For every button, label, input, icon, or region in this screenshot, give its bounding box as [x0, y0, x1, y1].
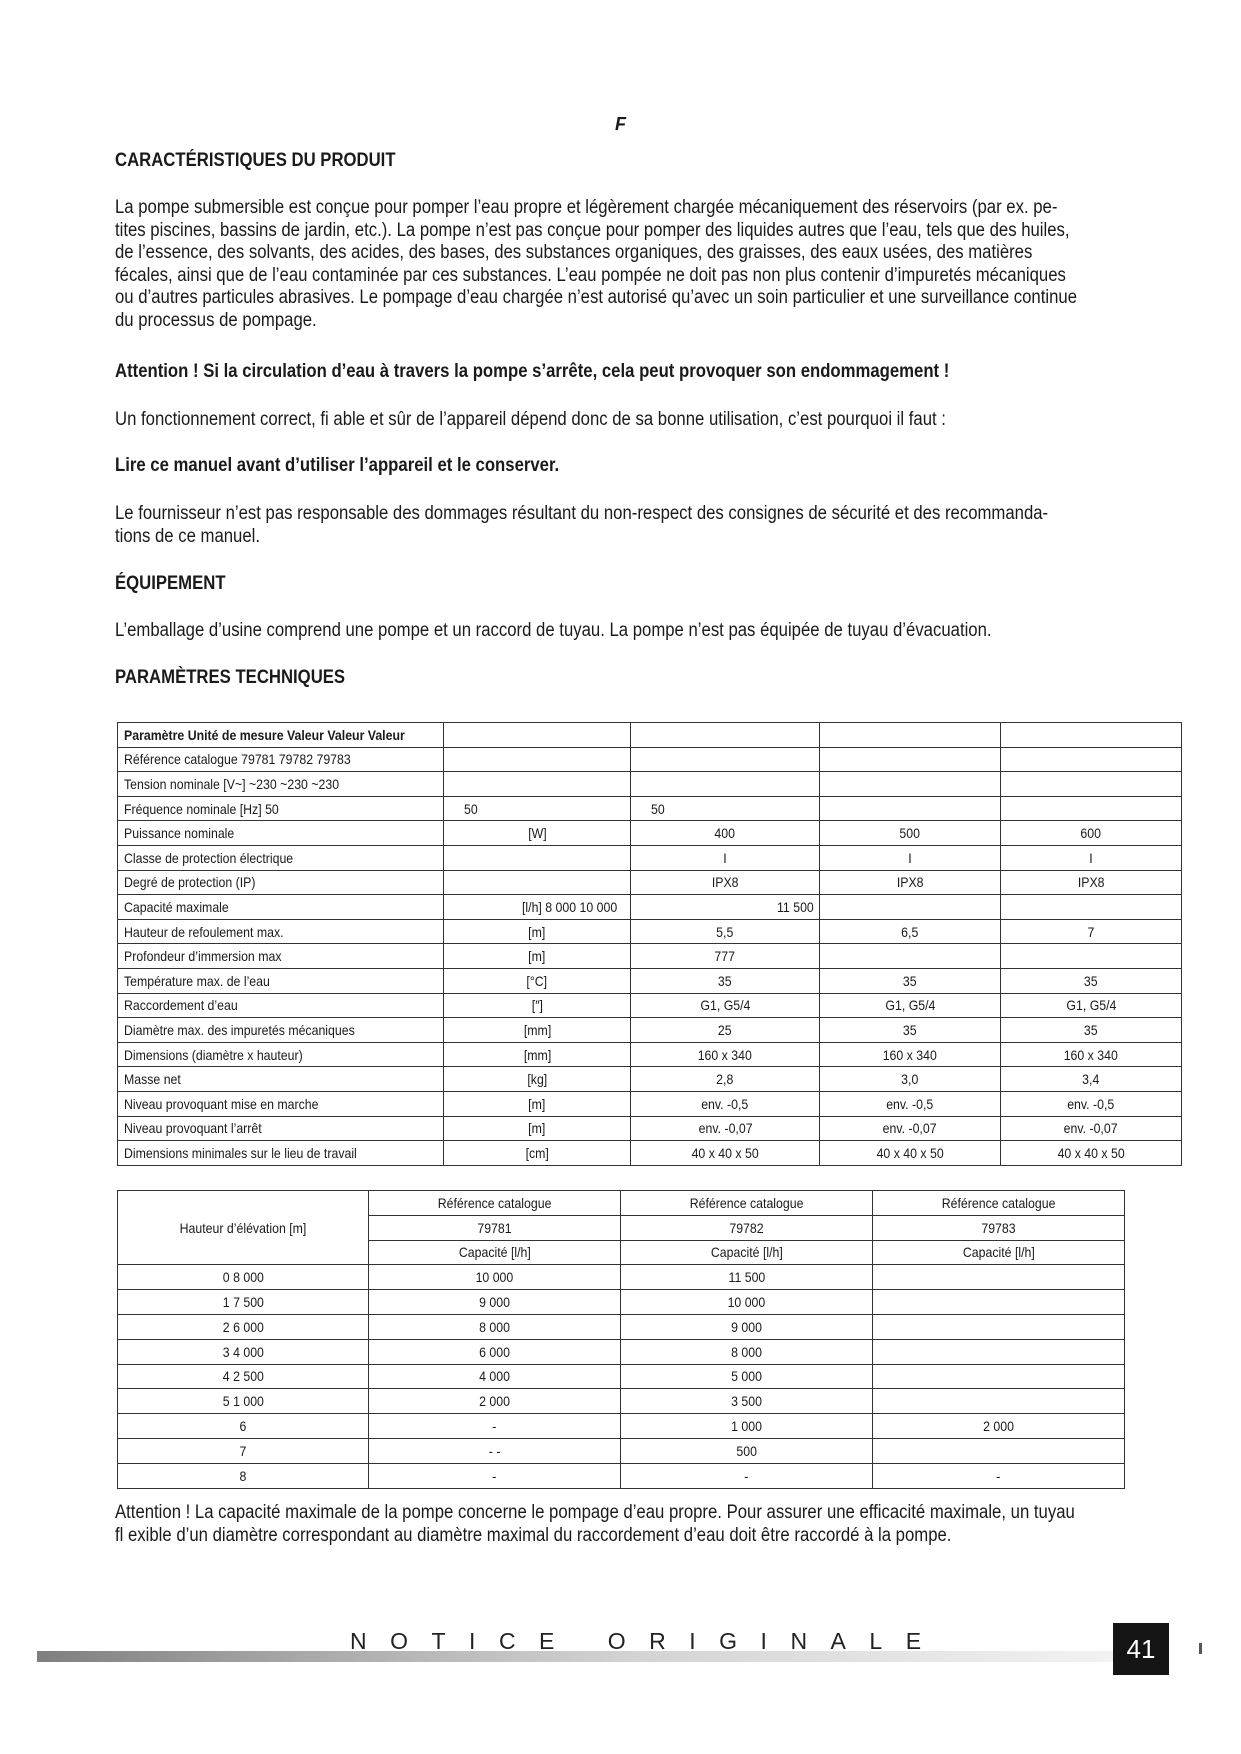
table-cell: Capacité [l/h]	[369, 1240, 621, 1265]
table-row	[118, 1042, 1182, 1067]
paragraph-line: Attention ! La capacité maximale de la pompe concerne le pompage d’eau propre. Pour assurer une efficacité maximale, un tuyau	[115, 1502, 1075, 1523]
table-row	[118, 1265, 1125, 1290]
table-row	[118, 919, 1182, 944]
table-cell: 2 000	[369, 1389, 621, 1414]
table-cell: Diamètre max. des impuretés mécaniques	[118, 1018, 444, 1043]
table-cell: IPX8	[631, 870, 820, 895]
table-cell: 3 4 000	[118, 1339, 369, 1364]
table-cell: G1, G5/4	[1001, 993, 1182, 1018]
table-row	[118, 870, 1182, 895]
table-cell: 2,8	[631, 1067, 820, 1092]
table-cell: G1, G5/4	[820, 993, 1001, 1018]
table-cell: Référence catalogue 79781 79782 79783	[118, 747, 444, 772]
table-cell: [W]	[444, 821, 631, 846]
table-cell: [″]	[444, 993, 631, 1018]
table-row	[118, 747, 1182, 772]
table-cell	[444, 723, 631, 748]
table-cell: [m]	[444, 1116, 631, 1141]
table-cell: 11 500	[631, 895, 820, 920]
table-cell	[444, 870, 631, 895]
table-row	[118, 993, 1182, 1018]
paragraph-line: du processus de pompage.	[115, 309, 317, 331]
table-cell	[631, 723, 820, 748]
table-cell: Paramètre Unité de mesure Valeur Valeur Valeur	[118, 723, 444, 748]
table-cell: 9 000	[621, 1314, 873, 1339]
table-cell: 40 x 40 x 50	[820, 1141, 1001, 1166]
paragraph-line: tites piscines, bassins de jardin, etc.). La pompe n’est pas conçue pour pomper des liquides autres que l’eau, tels que des huiles,	[115, 219, 1070, 241]
table-cell: 8 000	[621, 1339, 873, 1364]
table-cell: 35	[820, 968, 1001, 993]
table-cell: Capacité [l/h]	[873, 1240, 1125, 1265]
table-cell: 6,5	[820, 919, 1001, 944]
table-cell: -	[369, 1463, 621, 1488]
table-row	[118, 821, 1182, 846]
caracteristiques-paragraph	[115, 197, 1127, 332]
table-cell: 79781	[369, 1215, 621, 1240]
table-cell: [m]	[444, 944, 631, 969]
table-cell: 8 000	[369, 1314, 621, 1339]
table-cell	[820, 772, 1001, 797]
table-cell: 35	[1001, 1018, 1182, 1043]
table-cell: IPX8	[1001, 870, 1182, 895]
table-cell: I	[820, 845, 1001, 870]
table-cell	[873, 1438, 1125, 1463]
table-cell: 10 000	[621, 1290, 873, 1315]
footer-notice-label: NOTICE ORIGINALE	[350, 1628, 945, 1654]
table-cell: Hauteur d’élévation [m]	[118, 1191, 369, 1265]
table-cell: env. -0,5	[631, 1091, 820, 1116]
table-cell: 4 000	[369, 1364, 621, 1389]
table-cell: 35	[631, 968, 820, 993]
table-cell: 160 x 340	[820, 1042, 1001, 1067]
table-cell: 500	[820, 821, 1001, 846]
table-cell: Raccordement d’eau	[118, 993, 444, 1018]
table-cell: 40 x 40 x 50	[631, 1141, 820, 1166]
table-cell: -	[369, 1414, 621, 1439]
table-cell: Degré de protection (IP)	[118, 870, 444, 895]
read-manual-instruction: Lire ce manuel avant d’utiliser l’appareil et le conserver.	[115, 455, 560, 476]
table-cell: [cm]	[444, 1141, 631, 1166]
table-cell: Niveau provoquant mise en marche	[118, 1091, 444, 1116]
table-row	[118, 1314, 1125, 1339]
table-cell: Référence catalogue	[873, 1191, 1125, 1216]
table-cell: I	[1001, 845, 1182, 870]
table-cell: 1 000	[621, 1414, 873, 1439]
table-cell: Température max. de l’eau	[118, 968, 444, 993]
table-cell: 79783	[873, 1215, 1125, 1240]
table-cell	[873, 1314, 1125, 1339]
table-cell	[631, 772, 820, 797]
table-cell	[1001, 895, 1182, 920]
table-cell: Dimensions (diamètre x hauteur)	[118, 1042, 444, 1067]
technical-parameters-table	[117, 722, 1182, 1166]
table-cell: 5 1 000	[118, 1389, 369, 1414]
table-row	[118, 944, 1182, 969]
table-row	[118, 796, 1182, 821]
table-cell: -	[621, 1463, 873, 1488]
table-cell: 7	[1001, 919, 1182, 944]
table-cell: 777	[631, 944, 820, 969]
table-cell: [mm]	[444, 1042, 631, 1067]
table-row	[118, 1018, 1182, 1043]
table-row	[118, 1191, 1125, 1216]
table-cell: 10 000	[369, 1265, 621, 1290]
table-cell: 1 7 500	[118, 1290, 369, 1315]
table-cell: 7	[118, 1438, 369, 1463]
table-cell: Dimensions minimales sur le lieu de travail	[118, 1141, 444, 1166]
table-row	[118, 1364, 1125, 1389]
table-row	[118, 1141, 1182, 1166]
table-row	[118, 1067, 1182, 1092]
fonctionnement-text: Un fonctionnement correct, fi able et sûr de l’appareil dépend donc de sa bonne utilisation, c’est pourquoi il faut :	[115, 409, 946, 430]
attention-capacity-paragraph	[115, 1502, 1127, 1547]
table-cell: Masse net	[118, 1067, 444, 1092]
table-cell: 5,5	[631, 919, 820, 944]
table-row	[118, 1290, 1125, 1315]
table-cell	[444, 845, 631, 870]
table-cell	[820, 944, 1001, 969]
table-cell: IPX8	[820, 870, 1001, 895]
table-cell	[873, 1265, 1125, 1290]
table-cell: 2 000	[873, 1414, 1125, 1439]
table-cell	[820, 747, 1001, 772]
table-row	[118, 772, 1182, 797]
table-cell: [m]	[444, 1091, 631, 1116]
table-row	[118, 895, 1182, 920]
table-cell: 2 6 000	[118, 1314, 369, 1339]
section-title-equipement: ÉQUIPEMENT	[115, 573, 226, 594]
paragraph-line: tions de ce manuel.	[115, 525, 260, 547]
table-row	[118, 968, 1182, 993]
table-cell: 50	[444, 796, 631, 821]
table-cell: I	[631, 845, 820, 870]
table-cell: 79782	[621, 1215, 873, 1240]
table-cell	[1001, 772, 1182, 797]
elevation-capacity-table	[117, 1190, 1125, 1489]
table-cell	[1001, 796, 1182, 821]
page-number: 41	[1113, 1623, 1169, 1675]
table-cell: 3,0	[820, 1067, 1001, 1092]
table-cell: 600	[1001, 821, 1182, 846]
table-cell: 3 500	[621, 1389, 873, 1414]
table-cell	[873, 1364, 1125, 1389]
table-cell	[631, 747, 820, 772]
table-cell: 8	[118, 1463, 369, 1488]
paragraph-line: fl exible d’un diamètre correspondant au diamètre maximal du raccordement d’eau doit être raccordé à la pompe.	[115, 1524, 952, 1546]
table-cell: 40 x 40 x 50	[1001, 1141, 1182, 1166]
table-cell: Capacité maximale	[118, 895, 444, 920]
table-cell: 9 000	[369, 1290, 621, 1315]
table-row	[118, 1091, 1182, 1116]
paragraph-line: Le fournisseur n’est pas responsable des dommages résultant du non-respect des consignes de sécurité et des recommanda-	[115, 503, 1049, 524]
table-cell	[1001, 723, 1182, 748]
table-row	[118, 1116, 1182, 1141]
table-cell	[873, 1290, 1125, 1315]
table-cell: Puissance nominale	[118, 821, 444, 846]
table-row	[118, 1389, 1125, 1414]
paragraph-line: ou d’autres particules abrasives. Le pompage d’eau chargée n’est autorisé qu’avec un soin particulier et une surveillance continue	[115, 287, 1077, 308]
table-cell: Profondeur d’immersion max	[118, 944, 444, 969]
table-cell: 5 000	[621, 1364, 873, 1389]
table-cell	[444, 772, 631, 797]
table-cell: 400	[631, 821, 820, 846]
table-cell: [m]	[444, 919, 631, 944]
table-cell	[820, 895, 1001, 920]
paragraph-line: fécales, ainsi que de l’eau contaminée par ces substances. L’eau pompée ne doit pas non plus contenir d’impuretés mécaniques	[115, 264, 1066, 286]
table-cell: Fréquence nominale [Hz] 50	[118, 796, 444, 821]
attention-warning: Attention ! Si la circulation d’eau à travers la pompe s’arrête, cela peut provoquer son endommagement !	[115, 361, 950, 382]
table-cell: env. -0,5	[1001, 1091, 1182, 1116]
table-row	[118, 1438, 1125, 1463]
table-cell: [l/h] 8 000 10 000	[444, 895, 631, 920]
table-cell	[820, 796, 1001, 821]
table-row	[118, 1339, 1125, 1364]
table-cell: 0 8 000	[118, 1265, 369, 1290]
table-cell: 35	[820, 1018, 1001, 1043]
section-title-parametres: PARAMÈTRES TECHNIQUES	[115, 667, 346, 688]
table-cell: Référence catalogue	[621, 1191, 873, 1216]
table-cell	[873, 1339, 1125, 1364]
table-row	[118, 723, 1182, 748]
equipement-text: L’emballage d’usine comprend une pompe et un raccord de tuyau. La pompe n’est pas équipée de tuyau d’évacuation.	[115, 620, 992, 641]
table-cell	[1001, 944, 1182, 969]
table-cell	[1001, 747, 1182, 772]
table-row	[118, 845, 1182, 870]
table-cell: [kg]	[444, 1067, 631, 1092]
table-cell: -	[873, 1463, 1125, 1488]
table-cell: Tension nominale [V~] ~230 ~230 ~230	[118, 772, 444, 797]
table-cell: 50	[631, 796, 820, 821]
table-cell: 6 000	[369, 1339, 621, 1364]
table-cell: env. -0,07	[631, 1116, 820, 1141]
page-language-letter: F	[615, 114, 626, 134]
table-cell: Capacité [l/h]	[621, 1240, 873, 1265]
table-cell: 35	[1001, 968, 1182, 993]
table-cell	[873, 1389, 1125, 1414]
table-cell: env. -0,07	[1001, 1116, 1182, 1141]
table-cell: Niveau provoquant l’arrêt	[118, 1116, 444, 1141]
table-cell: 11 500	[621, 1265, 873, 1290]
table-cell: 25	[631, 1018, 820, 1043]
fournisseur-paragraph	[115, 503, 1127, 548]
page-edge-mark	[1199, 1643, 1202, 1654]
table-cell: 160 x 340	[631, 1042, 820, 1067]
table-cell: [mm]	[444, 1018, 631, 1043]
table-cell: [°C]	[444, 968, 631, 993]
paragraph-line: La pompe submersible est conçue pour pomper l’eau propre et légèrement chargée mécaniquement des réservoirs (par ex. pe-	[115, 197, 1058, 218]
section-title-caracteristiques: CARACTÉRISTIQUES DU PRODUIT	[115, 150, 396, 171]
table-cell: 6	[118, 1414, 369, 1439]
table-cell	[444, 747, 631, 772]
table-cell: Hauteur de refoulement max.	[118, 919, 444, 944]
table-cell: - -	[369, 1438, 621, 1463]
table-cell: 160 x 340	[1001, 1042, 1182, 1067]
paragraph-line: de l’essence, des solvants, des acides, des bases, des substances organiques, des graisses, des eaux usées, des matières	[115, 242, 1033, 263]
table-cell: 500	[621, 1438, 873, 1463]
table-cell: env. -0,07	[820, 1116, 1001, 1141]
table-cell: 3,4	[1001, 1067, 1182, 1092]
table-cell	[820, 723, 1001, 748]
table-cell: env. -0,5	[820, 1091, 1001, 1116]
table-cell: 4 2 500	[118, 1364, 369, 1389]
table-row	[118, 1463, 1125, 1488]
table-cell: G1, G5/4	[631, 993, 820, 1018]
table-row	[118, 1414, 1125, 1439]
table-cell: Référence catalogue	[369, 1191, 621, 1216]
table-cell: Classe de protection électrique	[118, 845, 444, 870]
